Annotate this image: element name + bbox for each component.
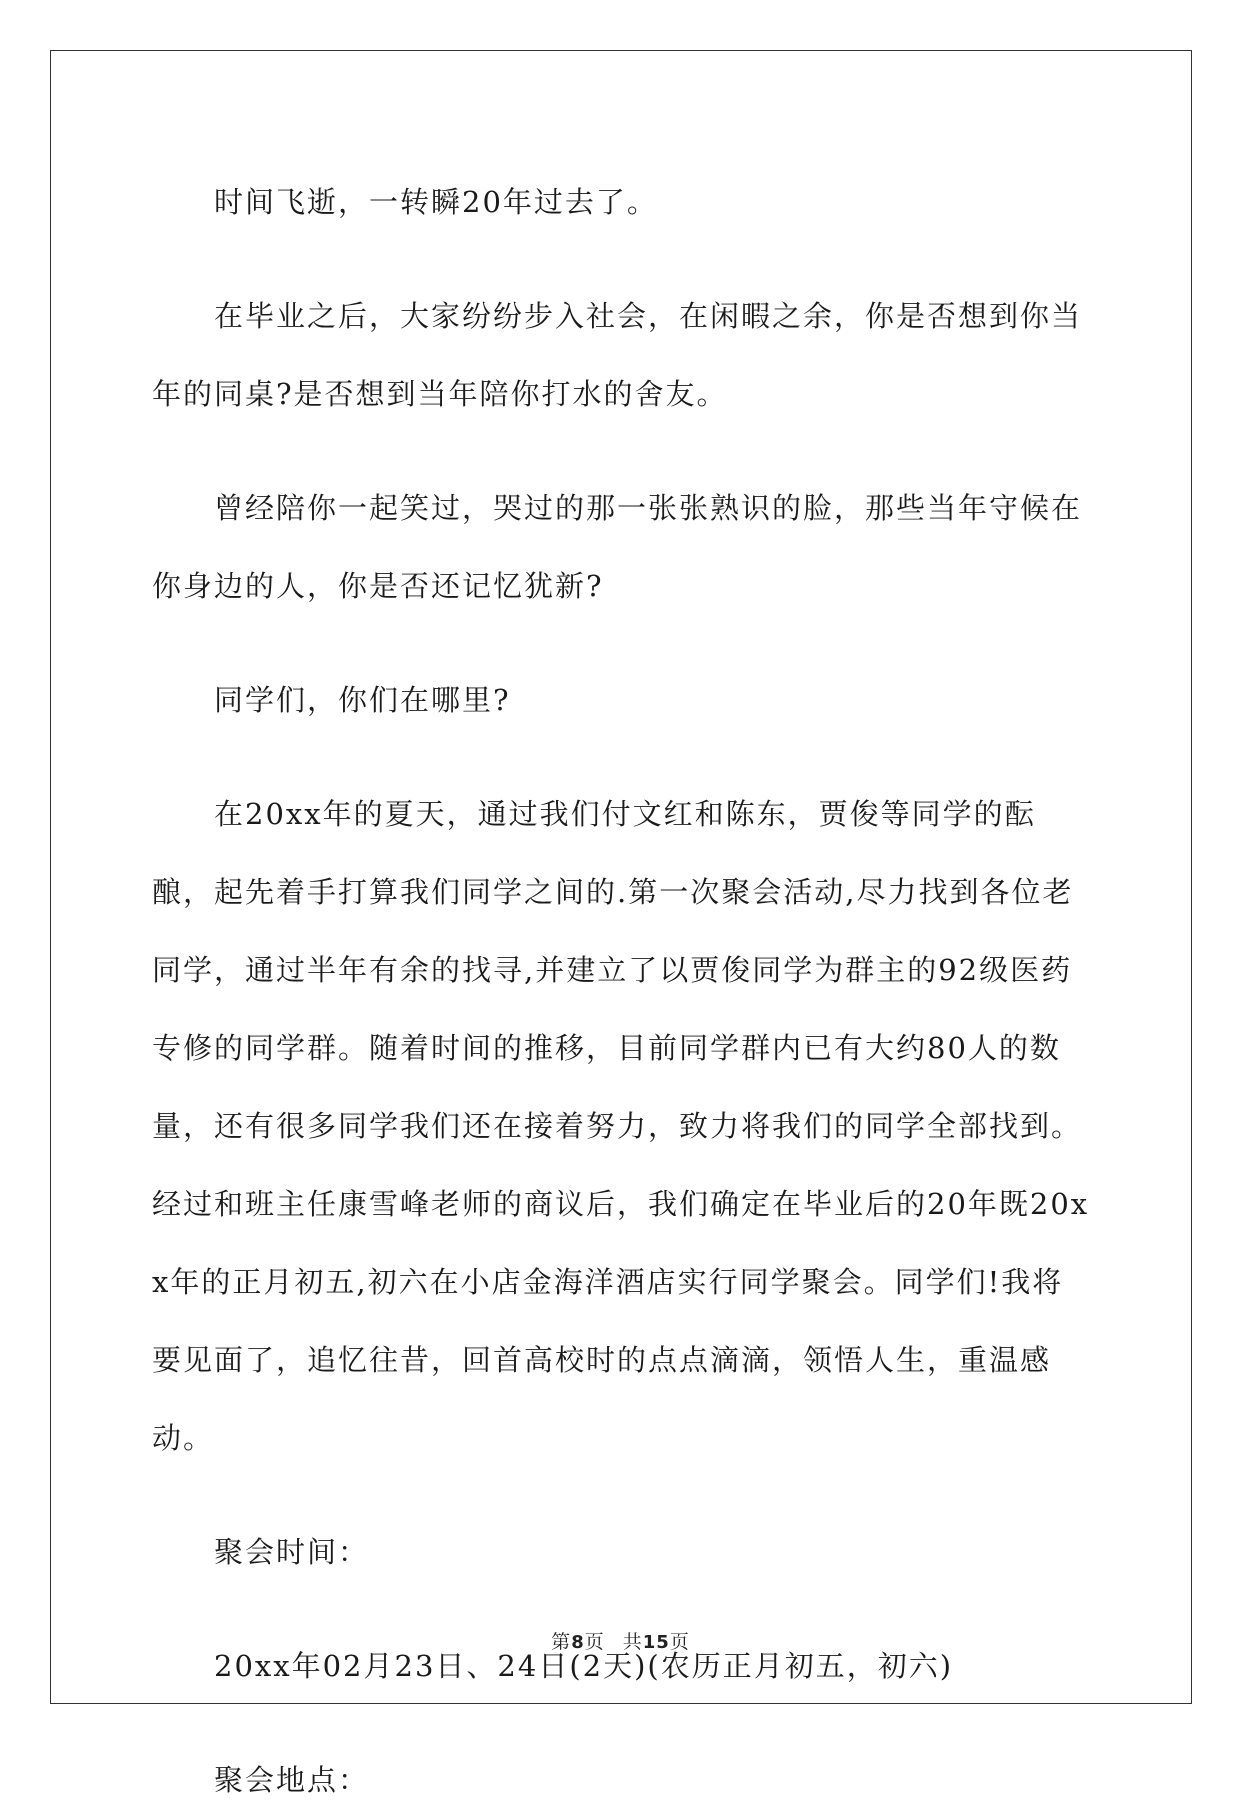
paragraph-7: 20xx年02月23日、24日(2天)(农历正月初五，初六) [214, 1649, 954, 1683]
paragraph-6: 聚会时间： [214, 1535, 370, 1569]
document-body [152, 163, 1092, 1819]
page-footer [0, 1627, 1241, 1654]
footer-page-total: 15 [642, 1632, 670, 1653]
paragraph-3: 曾经陪你一起笑过，哭过的那一张张熟识的脸，那些当年守候在你身边的人，你是否还记忆犹新? [152, 491, 1083, 603]
footer-total-prefix: 共 [622, 1631, 643, 1653]
footer-page-mid: 页 [584, 1631, 605, 1653]
paragraph-5: 在20xx年的夏天，通过我们付文红和陈东，贾俊等同学的酝酿，起先着手打算我们同学之间的.第一次聚会活动,尽力找到各位老同学，通过半年有余的找寻,并建立了以贾俊同学为群主的92级医药专修的同学群。随着时间的推移，目前同学群内已有大约80人的数量，还有很多同学我们还在接着努力，致力将我们的同学全部找到。经过和班主任康雪峰老师的商议后，我们确定在毕业后的20年既20xx年的正月初五,初六在小店金海洋酒店实行同学聚会。同学们!我将要见面了，追忆往昔，回首高校时的点点滴滴，领悟人生，重温感动。 [152, 797, 1090, 1455]
paragraph-2: 在毕业之后，大家纷纷步入社会，在闲暇之余，你是否想到你当年的同桌?是否想到当年陪你打水的舍友。 [152, 299, 1083, 411]
footer-page-prefix: 第 [551, 1631, 572, 1653]
footer-page-current: 8 [571, 1632, 585, 1653]
paragraph-1: 时间飞逝，一转瞬20年过去了。 [214, 185, 658, 219]
footer-total-suffix: 页 [669, 1631, 690, 1653]
paragraph-8: 聚会地点： [214, 1763, 370, 1797]
paragraph-4: 同学们，你们在哪里? [214, 683, 511, 717]
